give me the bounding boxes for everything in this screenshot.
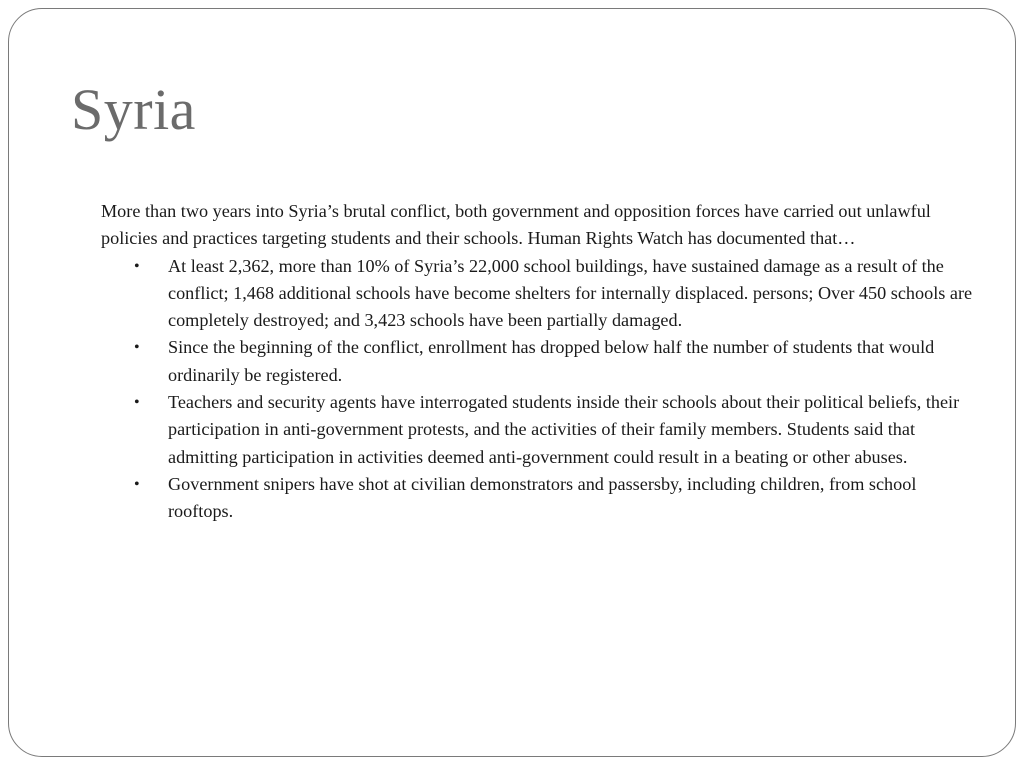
bullet-item: [101, 389, 973, 471]
bullet-text: Government snipers have shot at civilian demonstrators and passersby, including children, from school rooftops.: [168, 473, 917, 522]
bullet-item: [101, 334, 973, 389]
bullet-icon: •: [134, 394, 140, 412]
slide-frame: [8, 8, 1016, 757]
bullet-item: [101, 471, 973, 526]
intro-paragraph: More than two years into Syria’s brutal conflict, both government and opposition forces have carried out unlawful policies and practices targeting students and their schools. Human Rights Watch has documented that…: [101, 201, 931, 249]
bullet-text: Teachers and security agents have interrogated students inside their schools about their political beliefs, their participation in anti-government protests, and the activities of their family members. Students said that admitting participation in activities deemed anti-government could result in a beating or other abuses.: [168, 392, 960, 467]
bullet-text: At least 2,362, more than 10% of Syria’s 22,000 school buildings, have sustained damage as a result of the conflict; 1,468 additional schools have become shelters for internally displaced. persons; Over 450 schools are completely destroyed; and 3,423 schools have been partially damaged.: [168, 255, 973, 331]
slide-body: [101, 198, 973, 526]
slide-title: Syria: [71, 77, 196, 142]
bullet-icon: •: [134, 257, 140, 275]
bullet-icon: •: [134, 339, 140, 357]
bullet-list: [101, 253, 973, 526]
bullet-text: Since the beginning of the conflict, enrollment has dropped below half the number of students that would ordinarily be registered.: [168, 337, 935, 385]
bullet-icon: •: [134, 475, 140, 493]
bullet-item: [101, 253, 973, 335]
